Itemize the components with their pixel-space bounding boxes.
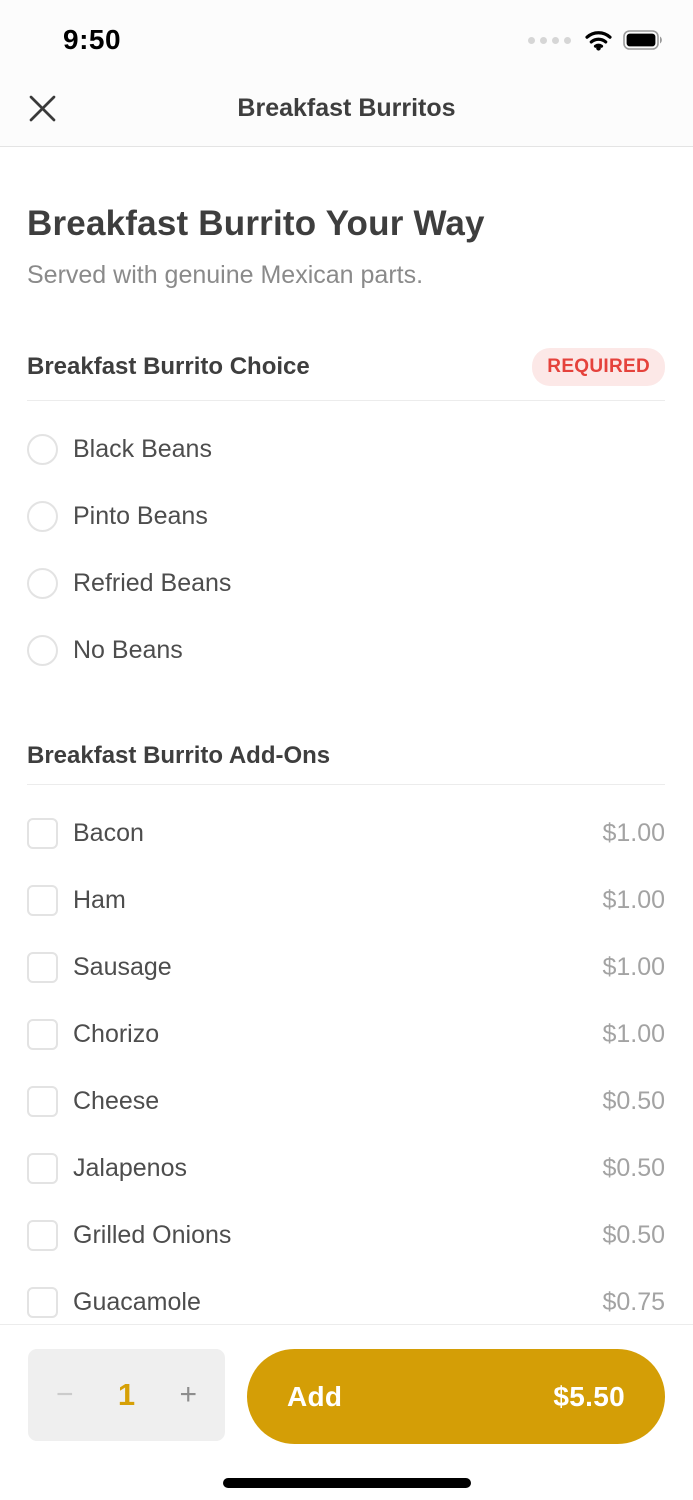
cellular-signal-icon <box>528 37 571 44</box>
radio-option-black-beans[interactable] <box>27 416 665 483</box>
section-header <box>27 348 665 386</box>
item-description: Served with genuine Mexican parts. <box>27 261 424 289</box>
option-label: Sausage <box>73 953 172 981</box>
section-header <box>27 742 665 770</box>
checkbox-option-chorizo[interactable] <box>27 1001 665 1068</box>
option-label: Black Beans <box>73 435 212 463</box>
battery-icon <box>623 30 663 50</box>
item-title: Breakfast Burrito Your Way <box>27 204 485 243</box>
options-list <box>27 401 665 684</box>
option-price: $1.00 <box>602 953 665 981</box>
radio-option-refried-beans[interactable] <box>27 550 665 617</box>
option-price: $0.50 <box>602 1221 665 1249</box>
top-chrome <box>0 0 693 147</box>
checkbox-icon[interactable] <box>27 818 58 849</box>
section-breakfast-burrito-add-ons <box>27 742 665 1336</box>
radio-option-no-beans[interactable] <box>27 617 665 684</box>
option-label: No Beans <box>73 636 183 664</box>
radio-icon[interactable] <box>27 635 58 666</box>
checkbox-option-cheese[interactable] <box>27 1068 665 1135</box>
checkbox-icon[interactable] <box>27 1287 58 1318</box>
checkbox-icon[interactable] <box>27 1220 58 1251</box>
option-price: $0.50 <box>602 1154 665 1182</box>
option-label: Jalapenos <box>73 1154 187 1182</box>
sections-container <box>27 348 665 1336</box>
page-title: Breakfast Burritos <box>237 93 456 122</box>
section-title: Breakfast Burrito Add-Ons <box>27 742 331 769</box>
option-price: $1.00 <box>602 1020 665 1048</box>
checkbox-option-sausage[interactable] <box>27 934 665 1001</box>
option-label: Ham <box>73 886 126 914</box>
option-price: $1.00 <box>602 886 665 914</box>
close-icon <box>27 93 58 124</box>
options-list <box>27 785 665 1336</box>
checkbox-option-jalapenos[interactable] <box>27 1135 665 1202</box>
option-price: $1.00 <box>602 819 665 847</box>
add-button[interactable] <box>247 1349 665 1444</box>
status-bar <box>0 0 693 70</box>
nav-header <box>0 70 693 146</box>
option-price: $0.50 <box>602 1087 665 1115</box>
increment-button[interactable]: + <box>179 1378 197 1411</box>
radio-icon[interactable] <box>27 568 58 599</box>
option-label: Chorizo <box>73 1020 160 1048</box>
close-button[interactable] <box>27 86 71 130</box>
checkbox-icon[interactable] <box>27 885 58 916</box>
checkbox-option-bacon[interactable] <box>27 800 665 867</box>
status-time: 9:50 <box>63 24 122 55</box>
status-icons <box>528 30 663 51</box>
quantity-stepper <box>28 1349 225 1441</box>
content <box>0 204 693 1336</box>
section-title: Breakfast Burrito Choice <box>27 353 310 380</box>
checkbox-icon[interactable] <box>27 1153 58 1184</box>
radio-icon[interactable] <box>27 434 58 465</box>
option-price: $0.75 <box>602 1288 665 1316</box>
bottom-bar <box>0 1324 693 1500</box>
decrement-button[interactable]: − <box>56 1378 74 1411</box>
radio-icon[interactable] <box>27 501 58 532</box>
add-button-label: Add <box>287 1380 343 1412</box>
option-label: Refried Beans <box>73 569 232 597</box>
option-label: Bacon <box>73 819 144 847</box>
option-label: Pinto Beans <box>73 502 208 530</box>
required-badge: REQUIRED <box>532 348 665 386</box>
radio-option-pinto-beans[interactable] <box>27 483 665 550</box>
option-label: Grilled Onions <box>73 1221 232 1249</box>
checkbox-option-grilled-onions[interactable] <box>27 1202 665 1269</box>
wifi-icon <box>585 30 612 51</box>
checkbox-icon[interactable] <box>27 952 58 983</box>
checkbox-icon[interactable] <box>27 1086 58 1117</box>
option-label: Cheese <box>73 1087 160 1115</box>
checkbox-option-ham[interactable] <box>27 867 665 934</box>
add-button-price: $5.50 <box>553 1380 625 1412</box>
checkbox-icon[interactable] <box>27 1019 58 1050</box>
option-label: Guacamole <box>73 1288 201 1316</box>
home-indicator[interactable] <box>223 1478 471 1488</box>
quantity-value: 1 <box>117 1377 136 1412</box>
section-breakfast-burrito-choice <box>27 348 665 684</box>
